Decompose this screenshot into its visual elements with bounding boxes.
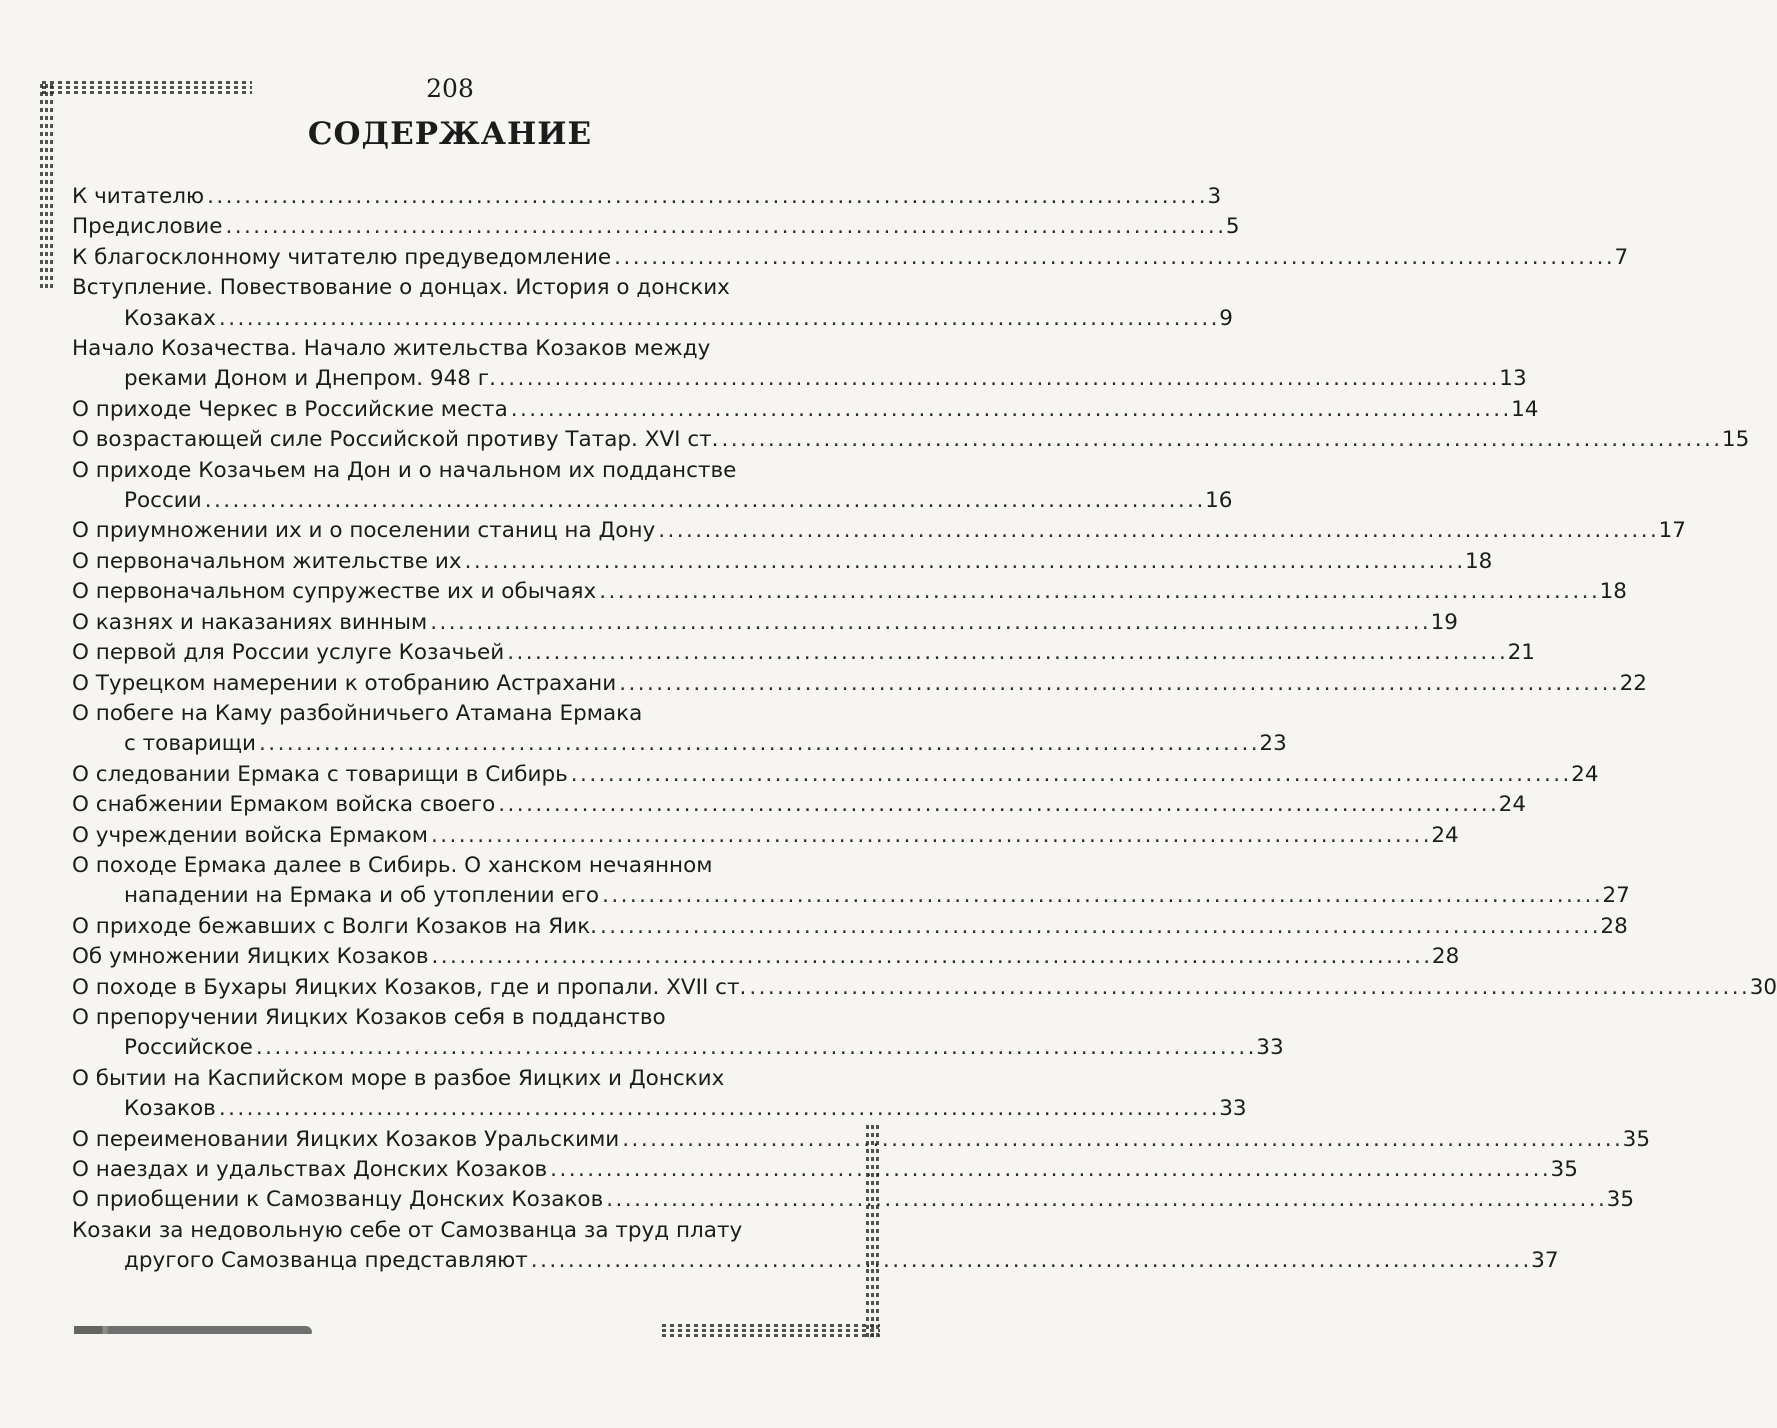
toc-entry-title: О первоначальном жительстве их [72,548,462,574]
toc-entry-title: О приходе Черкес в Российские места [72,396,508,422]
toc-entry-title: нападении на Ермака и об утоплении его [124,883,600,909]
toc-entry-title: О переименовании Яицких Козаков Уральскими [72,1126,620,1152]
toc-entry-title: О возрастающей силе Российской противу Татар. XVI ст. [72,427,719,453]
toc-entry-row [72,425,1750,455]
toc-entry[interactable] [72,942,1460,972]
toc-entry-page: 28 [1600,913,1628,939]
toc-entry-page: 17 [1658,518,1686,544]
toc-entry-title: реками Доном и Днепром. 948 г. [124,366,496,392]
toc-entry-page: 18 [1464,548,1493,574]
toc-entry-page: 19 [1430,609,1458,635]
toc-entry-title: О учреждении войска Ермаком [72,822,428,848]
toc-entry-page: 22 [1619,670,1647,696]
toc-entry[interactable] [72,273,1233,334]
toc-entry[interactable] [72,1064,1247,1125]
toc-entry-row [72,669,1647,699]
leader-dots [207,182,1203,212]
toc-entry-page: 24 [1571,761,1599,787]
leader-dots [658,516,1654,546]
toc-entry-title: Козаков [124,1096,216,1122]
leader-dots [614,243,1610,273]
toc-entry-row [72,577,1627,607]
toc-entry-page: 13 [1499,366,1527,392]
leader-dots [599,577,1595,607]
leader-dots [256,1033,1252,1063]
toc-entry-row [72,364,1527,394]
toc-entry-title-line: Вступление. Повествование о донцах. История о донских [72,275,730,301]
toc-entry-page: 30 [1749,974,1777,1000]
toc-entry-row [72,729,1287,759]
toc-entry-row [72,608,1458,638]
page-title: СОДЕРЖАНИЕ [307,116,593,152]
toc-entry-title-line: Начало Козачества. Начало жительства Козаков между [72,336,711,362]
leader-dots [219,1094,1215,1124]
toc-entry[interactable] [72,547,1493,577]
toc-entry[interactable] [72,212,1240,242]
toc-entry-row [72,638,1535,668]
leader-dots [749,973,1745,1003]
toc-entry-title: Козаках [124,305,216,331]
toc-entry[interactable] [72,516,1686,546]
leader-dots [430,608,1426,638]
toc-entry-title: О первоначальном супружестве их и обычаях [72,579,597,605]
toc-entry[interactable] [72,912,1628,942]
toc-entry-row [72,516,1686,546]
toc-entry-title-line: О бытии на Каспийском море в разбое Яицких и Донских [72,1065,725,1091]
toc-entry-title: О приобщении к Самозванцу Донских Козаков [72,1187,604,1213]
toc-entry-row [72,1094,1247,1124]
toc-entry-page: 15 [1721,427,1750,453]
toc-entry-row [72,1033,1284,1063]
toc-entry-page: 21 [1507,640,1535,666]
toc-entry-page: 24 [1498,792,1526,818]
toc-entry-page: 14 [1511,396,1539,422]
toc-entry-row [72,1125,1651,1155]
toc-entry-row [72,790,1526,820]
toc-entry-page: 7 [1614,244,1629,270]
toc-entry-page: 16 [1205,488,1233,514]
toc-entry-row [72,182,1222,212]
toc-entry-row [72,973,1777,1003]
leader-dots [531,1246,1527,1276]
toc-entry-page: 9 [1219,305,1233,331]
leader-dots [571,760,1567,790]
toc-entry-title-line: О приходе Козачьем на Дон и о начальном их подданстве [72,457,737,483]
ornament-border-left [40,80,54,288]
leader-dots [219,304,1215,334]
toc-entry-title-line: О препоручении Яицких Козаков себя в подданство [72,1004,666,1030]
leader-dots [622,1125,1618,1155]
toc-entry-title: России [124,488,202,514]
toc-entry-row [72,1155,1578,1185]
toc-entry-page: 37 [1531,1248,1559,1274]
toc-entry-title: О приумножении их и о поселении станиц на Дону [72,518,656,544]
toc-entry-row [72,486,1233,516]
leader-dots [507,638,1503,668]
toc-entry-row [72,760,1599,790]
toc-entry[interactable] [72,973,1777,1003]
toc-entry-page: 28 [1431,944,1460,970]
toc-entry-title: Предисловие [72,214,223,240]
toc-entry-row [72,212,1240,242]
leader-dots [431,821,1427,851]
toc-entry-title: О наездах и удальствах Донских Козаков [72,1157,548,1182]
leader-dots [498,790,1494,820]
leader-dots [619,669,1615,699]
page-number: 208 [426,74,474,103]
toc-entry[interactable] [72,1155,1578,1185]
toc-entry-page: 35 [1606,1187,1634,1213]
toc-entry-page: 23 [1259,731,1287,757]
toc-entry-title-line: О походе Ермака далее в Сибирь. О ханском нечаянном [72,852,713,878]
toc-entry[interactable] [72,1125,1651,1155]
toc-entry[interactable] [72,1216,1559,1277]
toc-entry[interactable] [72,577,1627,607]
toc-entry-title: О походе в Бухары Яицких Козаков, где и пропали. XVII ст. [72,974,747,1000]
toc-entry-row [72,1246,1559,1276]
leader-dots [600,912,1596,942]
toc-entry-page: 3 [1207,184,1222,209]
toc-entry-row [72,547,1493,577]
toc-entry-page: 35 [1622,1126,1651,1152]
toc-entry-row [72,942,1460,972]
toc-entry[interactable] [72,425,1750,455]
toc-entry-title: О Турецком намерении к отобранию Астрахани [72,670,617,696]
toc-entry[interactable] [72,395,1539,425]
toc-entry-page: 35 [1550,1157,1578,1182]
leader-dots [550,1155,1546,1185]
toc-entry[interactable] [72,851,1630,912]
leader-dots [722,425,1718,455]
toc-entry-title-line: О побеге на Каму разбойничьего Атамана Ермака [72,700,643,726]
leader-dots [602,881,1598,911]
ornament-border-bottom [662,1323,880,1337]
toc-entry-title: Об умножении Яицких Козаков [72,944,429,970]
toc-entry[interactable] [72,608,1458,638]
toc-entry-row [72,243,1629,273]
toc-entry-page: 5 [1225,214,1240,240]
toc-entry[interactable] [72,669,1647,699]
toc-entry-title: с товарищи [124,731,257,757]
toc-entry-page: 33 [1219,1096,1247,1122]
toc-entry-row [72,821,1459,851]
toc-entry[interactable] [72,182,1222,212]
toc-entry[interactable] [72,790,1526,820]
toc-entry[interactable] [72,456,1233,517]
toc-entry[interactable] [72,1185,1634,1215]
leader-dots [225,212,1221,242]
toc-entry-title: О следовании Ермака с товарищи в Сибирь [72,761,568,787]
toc-entry-row [72,395,1539,425]
leader-dots [259,729,1255,759]
toc-entry-title: К благосклонному читателю предуведомление [72,244,612,270]
toc-entry-page: 27 [1602,883,1630,909]
toc-entry-row [72,1185,1634,1215]
toc-entry[interactable] [72,1003,1284,1064]
leader-dots [465,547,1461,577]
toc-entry[interactable] [72,638,1535,668]
leader-dots [606,1185,1602,1215]
toc-entry[interactable] [72,821,1459,851]
toc-entry-title-line: Козаки за недовольную себе от Самозванца за труд плату [72,1217,743,1243]
toc-entry-page: 24 [1431,822,1459,848]
toc-entry-title: О приходе бежавших с Волги Козаков на Яик. [72,913,598,939]
toc-entry[interactable] [72,243,1629,273]
saber-ornament-icon [74,1326,312,1334]
toc-entry-title: О снабжении Ермаком войска своего [72,792,496,818]
leader-dots [499,364,1495,394]
toc-entry-title: другого Самозванца представляют [124,1248,528,1274]
toc-entry-row [72,304,1233,334]
toc-entry-title: О казнях и наказаниях винным [72,609,428,635]
leader-dots [511,395,1507,425]
toc-entry-row [72,912,1628,942]
table-of-contents [72,182,1777,1277]
toc-entry[interactable] [72,760,1599,790]
toc-entry-page: 18 [1599,579,1627,605]
toc-entry-title: К читателю [72,184,205,209]
toc-entry-title: О первой для России услуге Козачьей [72,640,505,666]
toc-entry[interactable] [72,334,1527,395]
leader-dots [205,486,1201,516]
toc-entry[interactable] [72,699,1287,760]
toc-entry-row [72,881,1630,911]
toc-entry-page: 33 [1256,1035,1284,1061]
toc-entry-title: Российское [124,1035,253,1061]
leader-dots [432,942,1428,972]
